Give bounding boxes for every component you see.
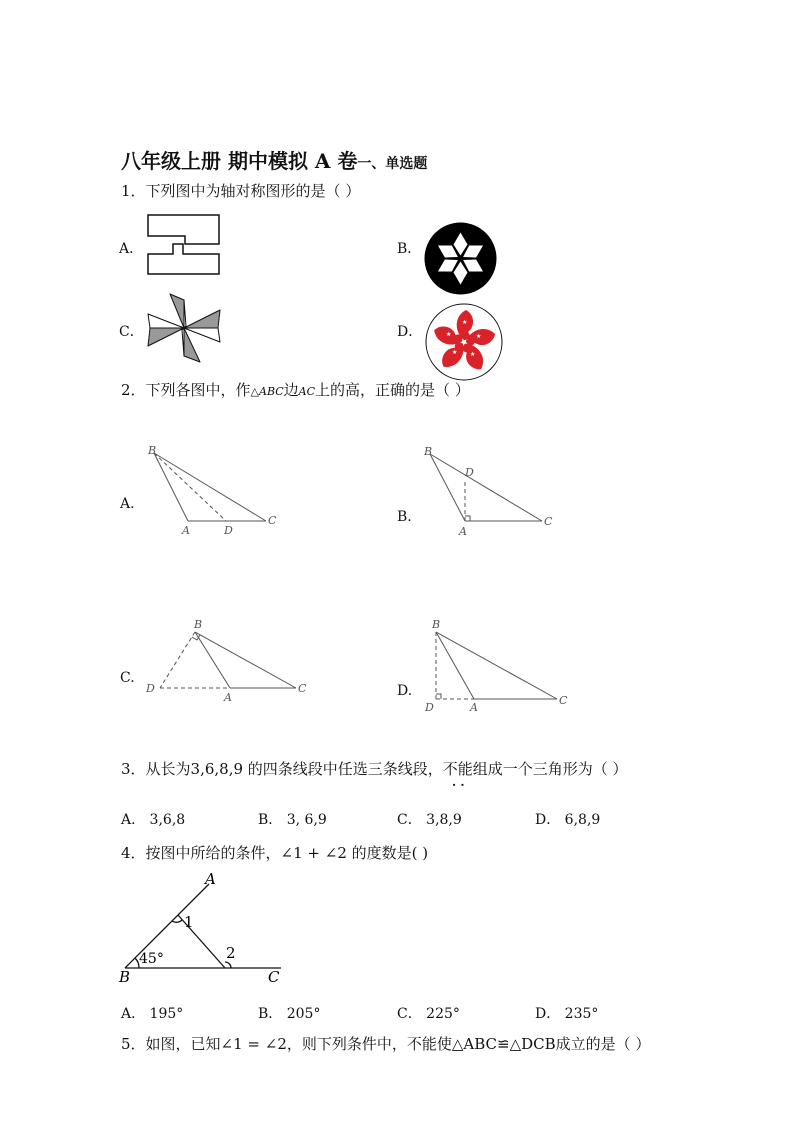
q2c-label-a: A [224, 691, 232, 704]
q4-angle-45: 45° [139, 951, 164, 967]
q2-stem-side: AC [298, 385, 316, 398]
q1-figure-b-snowflake-icon [424, 222, 497, 295]
svg-text:★: ★ [462, 319, 468, 326]
q1-option-c-label: C． [119, 324, 144, 340]
q2c-label-c: C [298, 682, 307, 695]
q2d-label-a: A [470, 701, 478, 714]
q4-label-c: C [268, 968, 280, 986]
q2d-label-d: D [425, 701, 434, 714]
q4-label-b: B [119, 968, 131, 986]
title-main: 八年级上册 期中模拟 A 卷 [121, 149, 358, 173]
svg-text:★: ★ [446, 331, 452, 338]
q3-option-c: C． 3,8,9 [397, 812, 462, 828]
q3-option-d: D． 6,8,9 [535, 812, 601, 828]
q2b-label-d: D [465, 466, 474, 479]
q4-angle-1: 1 [184, 913, 194, 931]
q2a-label-d: D [224, 524, 233, 537]
q4-option-d: D． 235° [535, 1006, 599, 1022]
question-1-stem: 1．下列图中为轴对称图形的是（ ） [121, 182, 361, 200]
q2a-label-c: C [268, 514, 277, 527]
q4-figure [115, 870, 290, 988]
q4-label-a: A [205, 870, 216, 888]
q2-stem-triangle: △ABC [250, 385, 284, 398]
q3-emphasis-dots: · · [452, 778, 465, 792]
q2d-label-b: B [432, 618, 441, 631]
q4-option-c: C． 225° [397, 1006, 460, 1022]
svg-text:★: ★ [452, 349, 458, 356]
q2-figure-c [140, 612, 315, 712]
q1-figure-a-interlocking-shape [147, 214, 221, 276]
q1-option-d-label: D． [397, 324, 423, 340]
q2-stem-mid: 边 [283, 381, 299, 399]
q2-figure-a [140, 440, 290, 540]
svg-text:★: ★ [470, 351, 476, 358]
section-title: 一、单选题 [357, 156, 428, 172]
q4-option-a: A． 195° [121, 1006, 184, 1022]
q2b-label-c: C [544, 515, 553, 528]
question-3-stem: 3．从长为3,6,8,9 的四条线段中任选三条线段，不能组成一个三角形为（ ） [121, 760, 628, 778]
q2c-label-d: D [146, 682, 155, 695]
q1-option-b-label: B． [397, 241, 422, 257]
q2-stem-pre: 2．下列各图中，作 [121, 381, 251, 399]
q3-option-b: B． 3, 6,9 [258, 812, 327, 828]
q4-option-b: B． 205° [258, 1006, 321, 1022]
q2-option-b-label: B. [397, 509, 412, 525]
q2-stem-post: 上的高，正确的是（ ） [315, 381, 470, 399]
q2a-label-b: B [148, 444, 157, 457]
q3-option-a: A． 3,6,8 [121, 812, 186, 828]
q2-option-d-label: D. [397, 683, 413, 699]
q4-angle-2: 2 [226, 944, 236, 962]
question-4-stem: 4．按图中所给的条件，∠1 + ∠2 的度数是( ) [121, 844, 429, 862]
q2b-label-b: B [424, 445, 433, 458]
q2-figure-d [418, 612, 578, 717]
q2-option-c-label: C. [120, 670, 135, 686]
question-5-stem: 5．如图，已知∠1 = ∠2，则下列条件中，不能使△ABC≌△DCB成立的是（ ） [121, 1035, 651, 1053]
q1-figure-d-bauhinia-flag-icon [424, 303, 504, 381]
q1-figure-c-pinwheel-icon [146, 292, 222, 364]
page-title [121, 145, 427, 174]
q2d-label-c: C [559, 694, 568, 707]
q1-option-a-label: A． [119, 241, 144, 257]
question-2-stem [121, 379, 470, 400]
q2-figure-b [418, 440, 568, 540]
q2a-label-a: A [182, 524, 190, 537]
q2b-label-a: A [459, 525, 467, 538]
q2c-label-b: B [194, 618, 203, 631]
svg-text:★: ★ [476, 333, 482, 340]
q2-option-a-label: A. [120, 496, 135, 512]
